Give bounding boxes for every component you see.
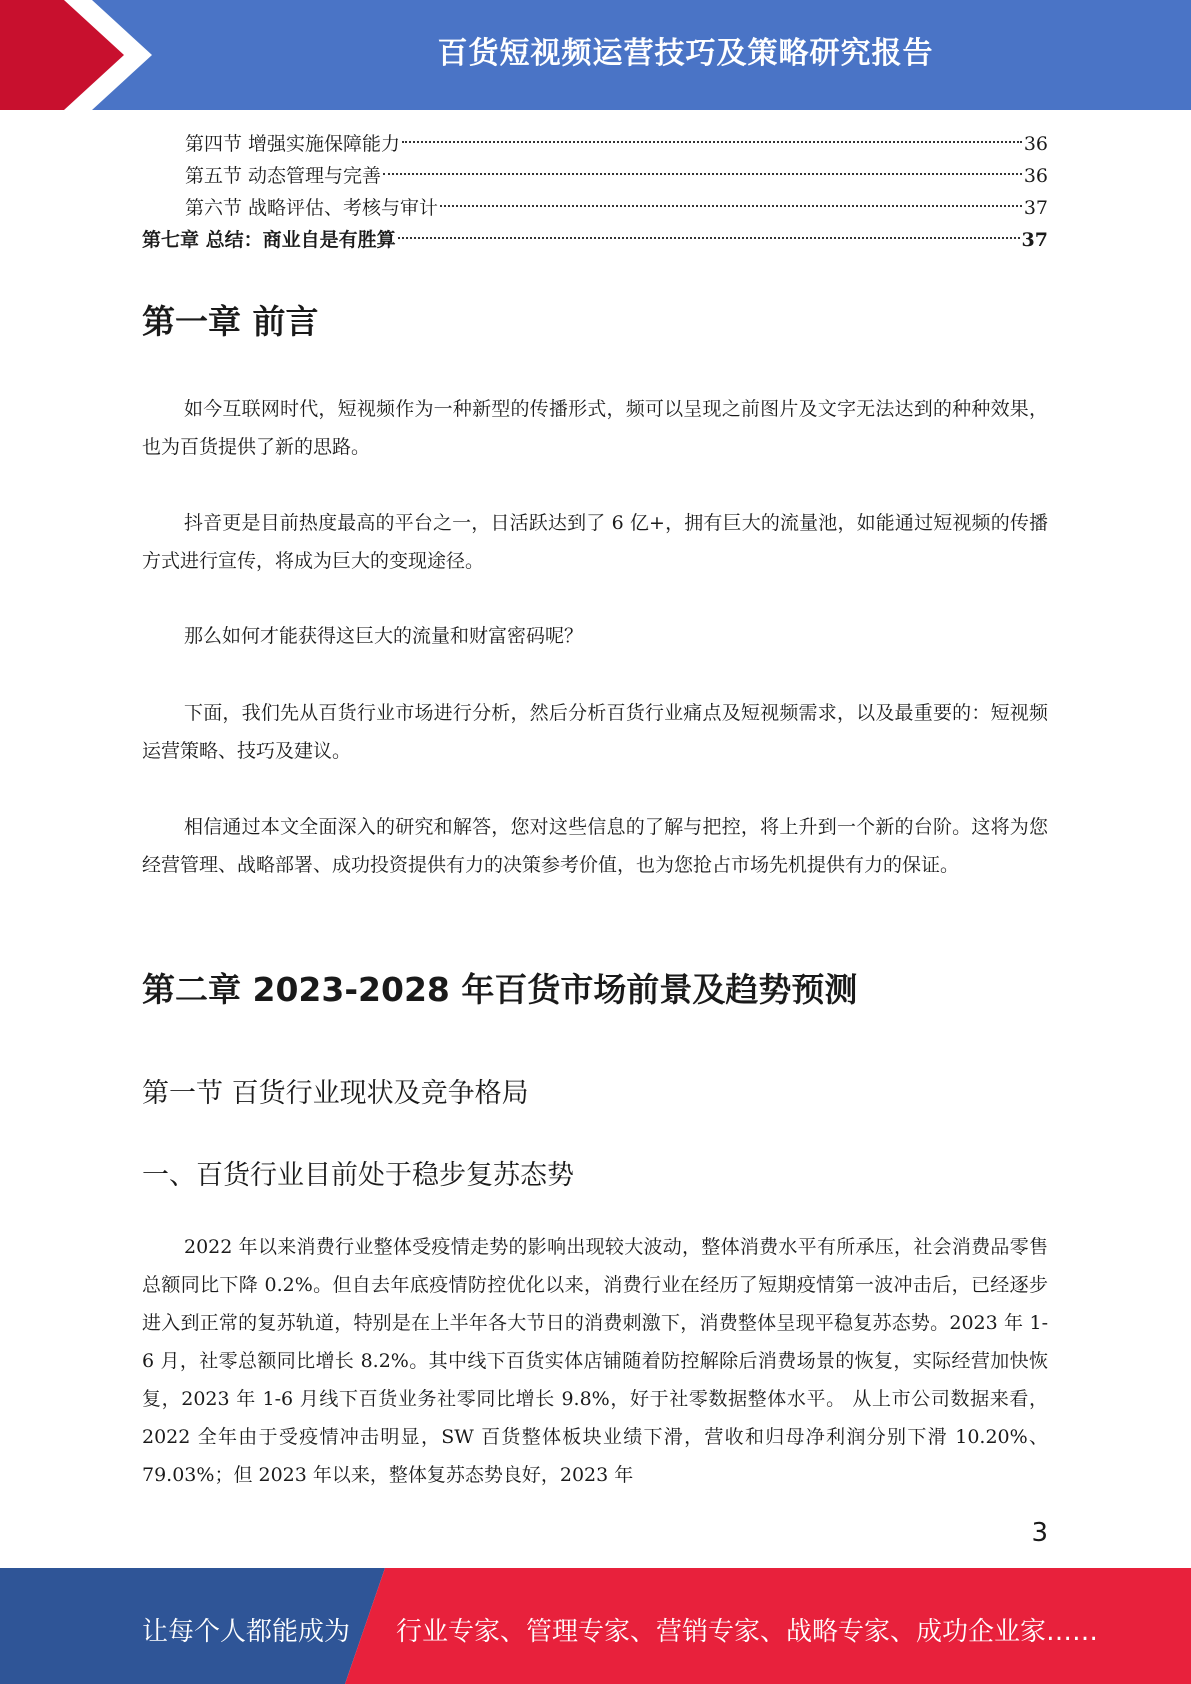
table-of-contents (142, 128, 1048, 256)
toc-entry-page: 36 (1023, 133, 1048, 155)
toc-entry-title: 第六节 战略评估、考核与审计 (185, 197, 439, 219)
chapter-1-paragraph-4: 下面，我们先从百货行业市场进行分析，然后分析百货行业痛点及短视频需求，以及最重要的：短视频运营策略、技巧及建议。 (142, 702, 1048, 762)
toc-leader-dots (383, 173, 1022, 175)
toc-entry-page: 37 (1023, 197, 1048, 219)
chapter-1-title: 第一章 前言 (142, 302, 319, 341)
toc-leader-dots (440, 205, 1022, 207)
chapter-1-paragraph-2: 抖音更是目前热度最高的平台之一，日活跃达到了 6 亿+，拥有巨大的流量池，如能通过短视频的传播方式进行宣传，将成为巨大的变现途径。 (142, 512, 1048, 572)
toc-entry-page: 37 (1021, 229, 1048, 251)
toc-entry[interactable] (142, 192, 1048, 224)
toc-entry-title: 第五节 动态管理与完善 (185, 165, 382, 187)
toc-entry[interactable] (142, 160, 1048, 192)
footer-slogan-right: 行业专家、管理专家、营销专家、战略专家、成功企业家…… (396, 1617, 1099, 1647)
header-title: 百货短视频运营技巧及策略研究报告 (437, 36, 934, 71)
subsection-title: 一、百货行业目前处于稳步复苏态势 (142, 1160, 574, 1191)
chapter-1-paragraph-1: 如今互联网时代，短视频作为一种新型的传播形式，频可以呈现之前图片及文字无法达到的种种效果，也为百货提供了新的思路。 (142, 398, 1048, 458)
chapter-2-title: 第二章 2023-2028 年百货市场前景及趋势预测 (142, 970, 858, 1009)
footer-slogan-left: 让每个人都能成为 (142, 1617, 351, 1647)
toc-leader-dots (398, 237, 1020, 239)
toc-entry-title: 第七章 总结：商业自是有胜算 (142, 229, 396, 251)
toc-entry[interactable] (142, 128, 1048, 160)
chapter-1-paragraph-3: 那么如何才能获得这巨大的流量和财富密码呢？ (184, 625, 584, 647)
chapter-1-paragraph-5: 相信通过本文全面深入的研究和解答，您对这些信息的了解与把控，将上升到一个新的台阶。这将为您经营管理、战略部署、成功投资提供有力的决策参考价值，也为您抢占市场先机提供有力的保证。 (142, 816, 1048, 876)
toc-entry-page: 36 (1023, 165, 1048, 187)
chapter-2-paragraph: 2022 年以来消费行业整体受疫情走势的影响出现较大波动，整体消费水平有所承压，社会消费品零售总额同比下降 0.2%。但自去年底疫情防控优化以来，消费行业在经历了短期疫情第一波冲击后，已经逐步进入到正常的复苏轨道，特别是在上半年各大节日的消费刺激下，消费整体呈现平稳复苏态势。2023 年 1-6 月，社零总额同比增长 8.2%。其中线下百货实体店铺随着防控解除后消费场景的恢复，实际经营加快恢复，2023 年 1-6 月线下百货业务社零同比增长 9.8%，好于社零数据整体水平。 从上市公司数据来看，2022 全年由于受疫情冲击明显，SW 百货整体板块业绩下滑，营收和归母净利润分别下滑 10.20%、79.03%；但 2023 年以来，整体复苏态势良好，2023 年 (142, 1236, 1048, 1486)
toc-leader-dots (402, 141, 1022, 143)
header-arrow-icon (0, 0, 160, 110)
page-footer (0, 1568, 1191, 1684)
toc-entry-chapter[interactable] (142, 224, 1048, 256)
page-header (0, 0, 1191, 110)
page-number: 3 (1031, 1518, 1048, 1548)
section-title: 第一节 百货行业现状及竞争格局 (142, 1078, 529, 1109)
toc-entry-title: 第四节 增强实施保障能力 (185, 133, 401, 155)
